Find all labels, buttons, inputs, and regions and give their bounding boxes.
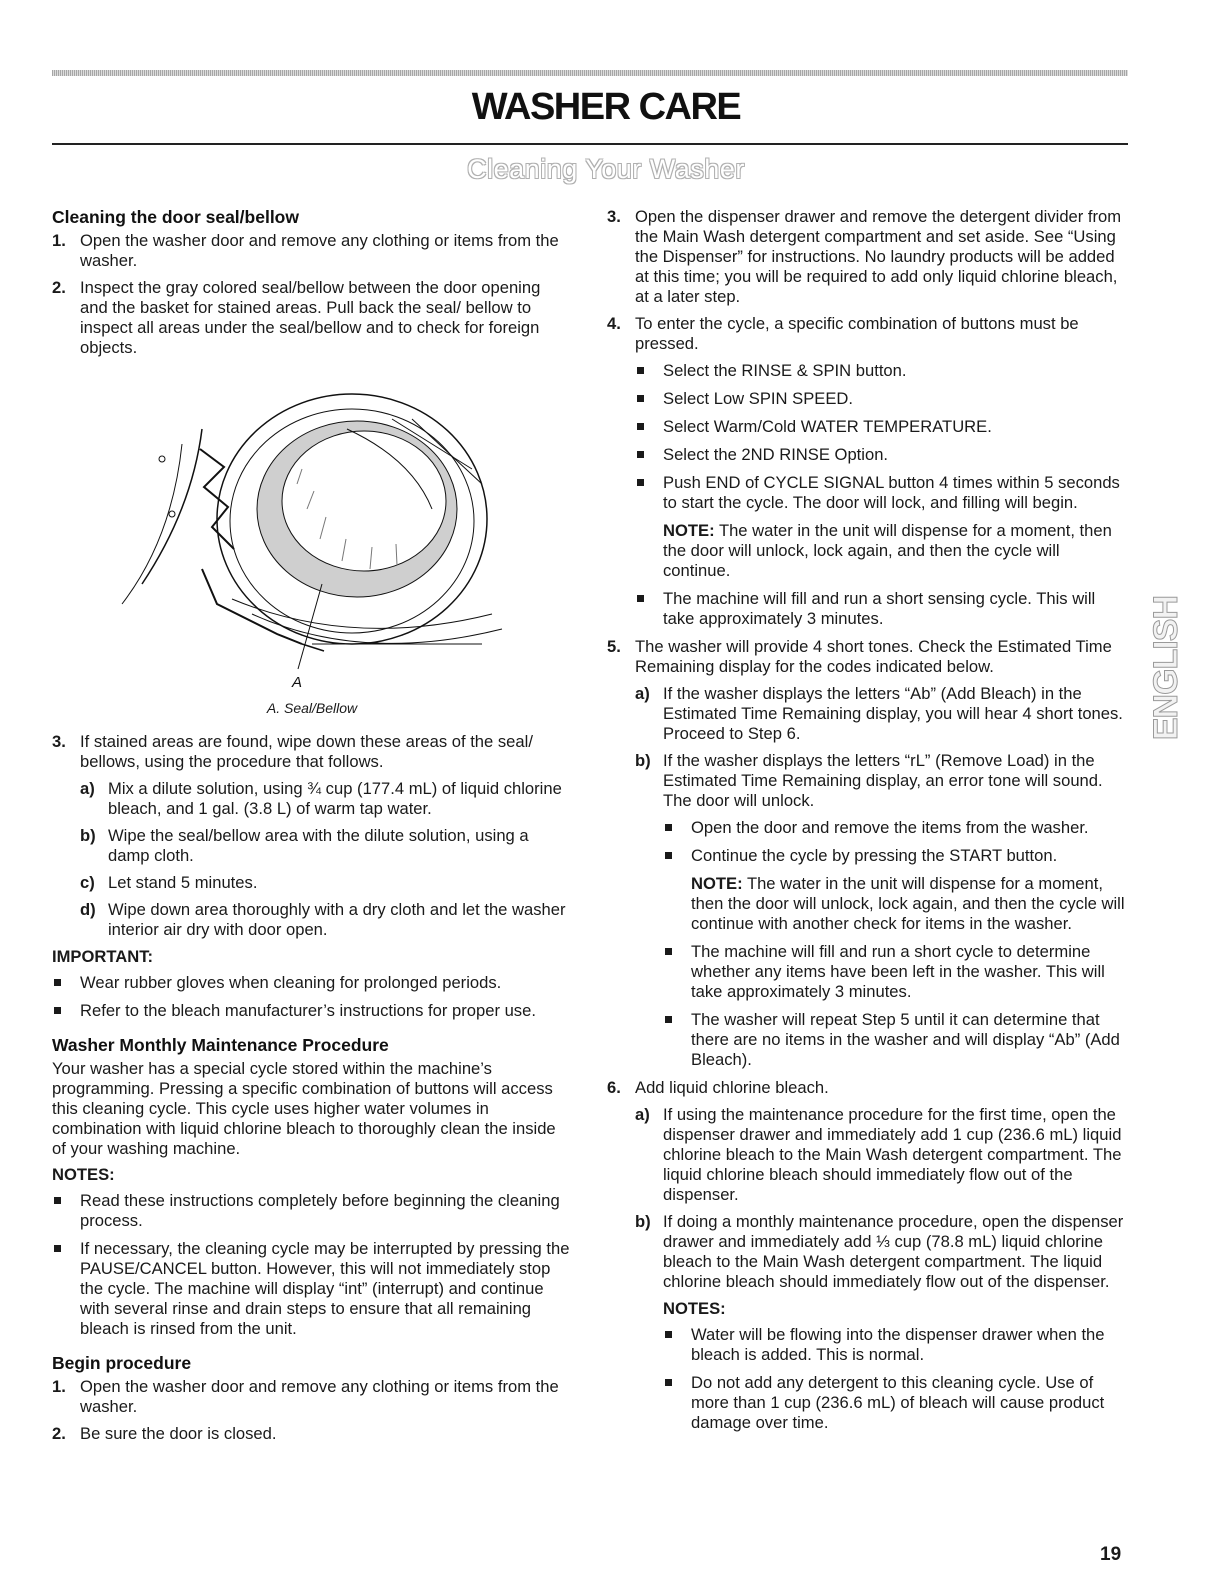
page-number: 19 [1100, 1544, 1122, 1565]
substep-text: If using the maintenance procedure for the first time, open the dispenser drawer and immediately add 1 cup (236.6 mL) liquid chlorine bleach to the Main Wash detergent compartment. The liquid chlorine bleach should immediately flow out of the dispenser. [663, 1105, 1122, 1204]
procedure-step-3 [607, 207, 1127, 307]
substep-text: If the washer displays the letters “Ab” (Add Bleach) in the Estimated Time Remaining display, you will hear 4 short tones. Proceed to Step 6. [663, 684, 1123, 743]
left-column [52, 207, 572, 1451]
step-number: 3. [607, 207, 621, 226]
square-bullet-icon [665, 824, 672, 831]
bullet-text: Open the door and remove the items from the washer. [691, 818, 1089, 837]
seal-bellow-illustration [52, 389, 572, 689]
step-number: 2. [52, 1424, 66, 1443]
square-bullet-icon [637, 479, 644, 486]
step-text: Be sure the door is closed. [80, 1424, 277, 1443]
step-text: If stained areas are found, wipe down these areas of the seal/ bellows, using the procedure that follows. [80, 732, 533, 771]
substep-text: Let stand 5 minutes. [108, 873, 258, 892]
button-combo-bullet [635, 473, 1127, 513]
bullet-text: Continue the cycle by pressing the START button. [691, 846, 1058, 865]
substep-letter: a) [635, 684, 650, 703]
bullet-text: The washer will repeat Step 5 until it can determine that there are no items in the washer and will display “Ab” (Add Bleach). [691, 1010, 1120, 1069]
procedure-step-4 [607, 314, 1127, 354]
square-bullet-icon [54, 1007, 61, 1014]
square-bullet-icon [54, 1245, 61, 1252]
step-number: 4. [607, 314, 621, 333]
bullet-text: If necessary, the cleaning cycle may be interrupted by pressing the PAUSE/CANCEL button. However, this will not immediately stop the cycle. The machine will display “int” (interrupt) and continue with several rinse and drain steps to ensure that all remaining bleach is rinsed from the unit. [80, 1239, 570, 1338]
step-text: To enter the cycle, a specific combination of buttons must be pressed. [635, 314, 1079, 353]
substep-d [80, 900, 572, 940]
step5b-note [691, 874, 1127, 934]
note-bullet [663, 1325, 1127, 1365]
bullet-text: Select the RINSE & SPIN button. [663, 361, 907, 380]
door-seal-step-3 [52, 732, 572, 772]
section-subtitle: Cleaning Your Washer [467, 154, 745, 184]
step-number: 2. [52, 278, 66, 297]
square-bullet-icon [637, 395, 644, 402]
monthly-intro: Your washer has a special cycle stored within the machine’s programming. Pressing a specific combination of buttons will access this cleaning cycle. This cycle uses higher water volumes in combination with liquid chlorine bleach to thoroughly clean the inside of your washing machine. [52, 1059, 556, 1158]
step-text: The washer will provide 4 short tones. Check the Estimated Time Remaining display for the codes indicated below. [635, 637, 1112, 676]
remove-load-bullet [663, 818, 1127, 838]
remove-load-bullet [663, 942, 1127, 1002]
figure-callout-label: A [292, 674, 303, 689]
bullet-text: Water will be flowing into the dispenser drawer when the bleach is added. This is normal. [691, 1325, 1105, 1364]
square-bullet-icon [665, 1379, 672, 1386]
remove-load-bullet [663, 846, 1127, 866]
button-combo-bullet [635, 417, 1127, 437]
note-bullet [52, 1239, 572, 1339]
substep-letter: a) [635, 1105, 650, 1124]
begin-procedure-heading: Begin procedure [52, 1353, 192, 1373]
door-seal-step-1 [52, 231, 572, 271]
square-bullet-icon [637, 423, 644, 430]
step4-note [663, 521, 1127, 581]
header-pattern-bar [52, 70, 1128, 76]
button-combo-bullet [635, 445, 1127, 465]
bullet-text: The machine will fill and run a short sensing cycle. This will take approximately 3 minutes. [663, 589, 1096, 628]
page-title: WASHER CARE [471, 86, 741, 128]
figure-caption: A. Seal/Bellow [266, 700, 358, 716]
step-text: Inspect the gray colored seal/bellow between the door opening and the basket for stained areas. Pull back the seal/ bellow to inspect all areas under the seal/bellow and to check for foreign objects. [80, 278, 541, 357]
door-seal-step-2 [52, 278, 572, 358]
substep-letter: b) [80, 826, 96, 845]
square-bullet-icon [54, 979, 61, 986]
begin-step-1 [52, 1377, 572, 1417]
step-number: 1. [52, 231, 66, 250]
square-bullet-icon [665, 948, 672, 955]
bullet-text: Refer to the bleach manufacturer’s instructions for proper use. [80, 1001, 536, 1020]
language-side-tab [1146, 564, 1186, 772]
step-text: Open the washer door and remove any clothing or items from the washer. [80, 231, 559, 270]
square-bullet-icon [665, 852, 672, 859]
note-bullet [52, 1191, 572, 1231]
note-text: The water in the unit will dispense for a moment, then the door will unlock, lock again, and then the cycle will continue. [663, 521, 1112, 580]
substep-text: If the washer displays the letters “rL” (Remove Load) in the Estimated Time Remaining display, an error tone will sound. The door will unlock. [663, 751, 1103, 810]
square-bullet-icon [637, 595, 644, 602]
substep-letter: d) [80, 900, 96, 919]
substep-b [635, 751, 1127, 811]
procedure-step-5 [607, 637, 1127, 677]
square-bullet-icon [54, 1197, 61, 1204]
substep-text: Wipe down area thoroughly with a dry cloth and let the washer interior air dry with door open. [108, 900, 566, 939]
important-bullet [52, 1001, 572, 1021]
step-number: 6. [607, 1078, 621, 1097]
substep-a [80, 779, 572, 819]
bullet-text: Select Warm/Cold WATER TEMPERATURE. [663, 417, 992, 436]
door-seal-heading: Cleaning the door seal/bellow [52, 207, 299, 227]
note-bullet [663, 1373, 1127, 1433]
step-number: 1. [52, 1377, 66, 1396]
note-label: NOTE: [691, 874, 743, 893]
step-text: Open the dispenser drawer and remove the detergent divider from the Main Wash detergent compartment and set aside. See “Using the Dispenser” for instructions. No laundry products will be added at this time; you will be required to add only liquid chlorine bleach, at a later step. [635, 207, 1122, 306]
procedure-step-6 [607, 1078, 1127, 1098]
button-combo-bullet [635, 361, 1127, 381]
bullet-text: Wear rubber gloves when cleaning for prolonged periods. [80, 973, 502, 992]
substep-letter: b) [635, 751, 651, 770]
square-bullet-icon [637, 451, 644, 458]
substep-text: Mix a dilute solution, using ¾ cup (177.4 mL) of liquid chlorine bleach, and 1 gal. (3.8 L) of warm tap water. [108, 779, 562, 818]
bullet-text: Select Low SPIN SPEED. [663, 389, 853, 408]
important-label: IMPORTANT: [52, 947, 154, 966]
important-bullet [52, 973, 572, 993]
bullet-text: Select the 2ND RINSE Option. [663, 445, 889, 464]
bullet-text: The machine will fill and run a short cycle to determine whether any items have been left in the washer. This will take approximately 3 minutes. [691, 942, 1105, 1001]
substep-b [635, 1212, 1127, 1292]
button-combo-bullet [635, 589, 1127, 629]
substep-a [635, 1105, 1127, 1205]
bullet-text: Read these instructions completely before beginning the cleaning process. [80, 1191, 560, 1230]
bullet-text: Push END of CYCLE SIGNAL button 4 times within 5 seconds to start the cycle. The door will lock, and filling will begin. [663, 473, 1120, 512]
notes-label: NOTES: [663, 1299, 726, 1318]
note-label: NOTE: [663, 521, 715, 540]
bullet-text: Do not add any detergent to this cleaning cycle. Use of more than 1 cup (236.6 mL) of bleach will cause product damage over time. [691, 1373, 1105, 1432]
language-label: ENGLISH [1146, 595, 1185, 741]
step-number: 3. [52, 732, 66, 751]
right-column [607, 207, 1127, 1441]
button-combo-bullet [635, 389, 1127, 409]
begin-step-2 [52, 1424, 572, 1444]
substep-a [635, 684, 1127, 744]
step-text: Open the washer door and remove any clothing or items from the washer. [80, 1377, 559, 1416]
square-bullet-icon [637, 367, 644, 374]
remove-load-bullet [663, 1010, 1127, 1070]
substep-c [80, 873, 572, 893]
substep-text: If doing a monthly maintenance procedure, open the dispenser drawer and immediately add ⅓ cup (78.8 mL) liquid chlorine bleach to the Main Wash detergent compartment. The liquid chlorine bleach should immediately flow out of the dispenser. [663, 1212, 1124, 1291]
substep-text: Wipe the seal/bellow area with the dilute solution, using a damp cloth. [108, 826, 529, 865]
substep-letter: a) [80, 779, 95, 798]
substep-letter: b) [635, 1212, 651, 1231]
square-bullet-icon [665, 1331, 672, 1338]
step-text: Add liquid chlorine bleach. [635, 1078, 829, 1097]
notes-label: NOTES: [52, 1165, 115, 1184]
square-bullet-icon [665, 1016, 672, 1023]
note-text: The water in the unit will dispense for a moment, then the door will unlock, lock again, and then the cycle will continue with another check for items in the washer. [691, 874, 1125, 933]
step-number: 5. [607, 637, 621, 656]
monthly-maintenance-heading: Washer Monthly Maintenance Procedure [52, 1035, 389, 1055]
title-rule [52, 143, 1128, 145]
substep-b [80, 826, 572, 866]
substep-letter: c) [80, 873, 95, 892]
